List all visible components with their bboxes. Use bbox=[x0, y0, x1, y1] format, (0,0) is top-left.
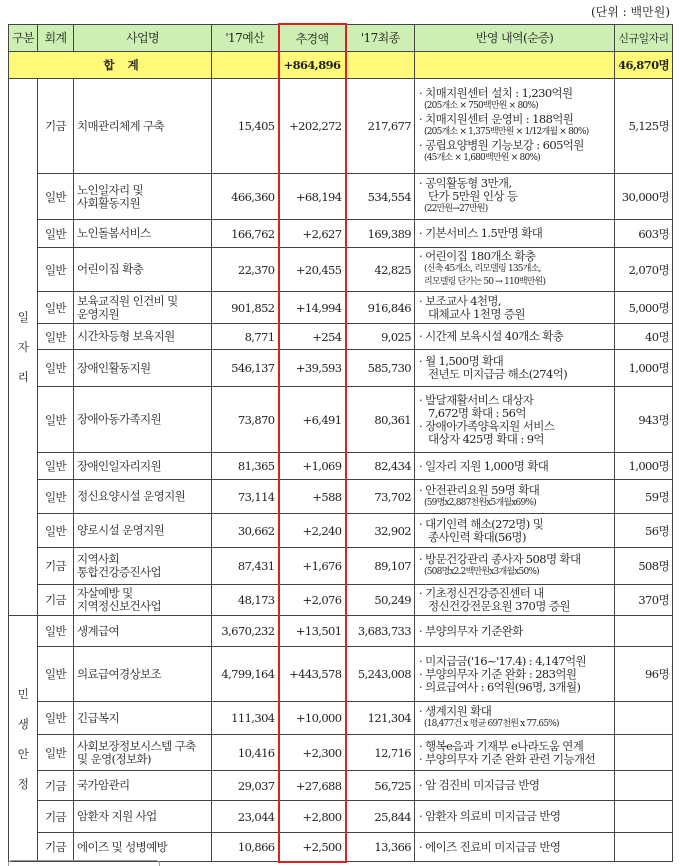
project-name bbox=[74, 585, 212, 616]
budget-2017: 3,670,232 bbox=[212, 616, 279, 647]
final-2017: 585,730 bbox=[346, 350, 415, 387]
account-type: 기금 bbox=[38, 548, 74, 585]
detail-line: · 부양의무자 기준 완화 관련 기능개선 bbox=[419, 751, 595, 766]
supplement-amount: +27,688 bbox=[279, 771, 346, 801]
project-name-line: 통합건강증진사업 bbox=[77, 565, 162, 579]
project-name bbox=[74, 350, 212, 387]
detail-line: · 기본서비스 1.5만명 확대 bbox=[419, 226, 543, 240]
total-row bbox=[9, 52, 673, 79]
detail-line: · 미지급금('16~'17.4) : 4,147억원 bbox=[419, 653, 587, 668]
final-2017: 73,702 bbox=[346, 480, 415, 514]
project-name-line: 에이즈 및 성병예방 bbox=[77, 839, 168, 854]
new-jobs: 59명 bbox=[615, 480, 673, 514]
project-name-line: 치매관리체계 구축 bbox=[77, 118, 165, 133]
new-jobs: 96명 bbox=[615, 647, 673, 702]
final-2017: 32,902 bbox=[346, 514, 415, 548]
supplement-amount: +202,272 bbox=[279, 79, 346, 174]
detail-line: · 월 1,500명 확대 bbox=[419, 354, 504, 368]
project-name bbox=[74, 248, 212, 292]
table-row bbox=[9, 801, 673, 833]
account-type: 일반 bbox=[38, 350, 74, 387]
detail-line: 전년도 미지급금 해소(274억) bbox=[428, 367, 568, 381]
details bbox=[415, 480, 615, 514]
detail-line: · 공립요양병원 기능보강 : 605억원 bbox=[419, 138, 584, 152]
total-jobs: 46,870명 bbox=[615, 52, 673, 79]
header-row bbox=[9, 24, 673, 52]
project-name-line: 긴급복지 bbox=[77, 710, 120, 725]
table-row bbox=[9, 833, 673, 862]
account-type: 일반 bbox=[38, 647, 74, 702]
horizontal-scrollbar[interactable] bbox=[8, 860, 160, 866]
final-2017: 82,434 bbox=[346, 453, 415, 480]
detail-line: · 장애아가족양육지원 서비스 bbox=[419, 418, 555, 433]
budget-2017: 10,416 bbox=[212, 735, 279, 771]
project-name bbox=[74, 801, 212, 833]
header-project: 사업명 bbox=[74, 24, 212, 52]
detail-line: · 어린이집 180개소 확충 bbox=[419, 249, 536, 263]
new-jobs: 5,000명 bbox=[615, 292, 673, 324]
detail-line: (45개소 × 1,680백만원 × 80%) bbox=[424, 153, 540, 163]
final-2017: 80,361 bbox=[346, 387, 415, 453]
supplement-amount: +10,000 bbox=[279, 702, 346, 735]
section-label-char: 정 bbox=[17, 776, 29, 791]
details bbox=[415, 220, 615, 248]
account-type: 일반 bbox=[38, 453, 74, 480]
project-name bbox=[74, 324, 212, 350]
project-name bbox=[74, 292, 212, 324]
budget-2017: 81,365 bbox=[212, 453, 279, 480]
detail-line: · 행복e음과 기재부 e나라도움 연계 bbox=[419, 738, 584, 753]
header-final: '17최종 bbox=[346, 24, 415, 52]
detail-line: 대체교사 1천명 증원 bbox=[428, 306, 525, 321]
budget-2017: 466,360 bbox=[212, 174, 279, 220]
budget-2017: 22,370 bbox=[212, 248, 279, 292]
final-2017: 5,243,008 bbox=[346, 647, 415, 702]
new-jobs bbox=[615, 801, 673, 833]
final-2017: 89,107 bbox=[346, 548, 415, 585]
detail-line: (205개소 × 750백만원 × 80%) bbox=[424, 101, 538, 111]
detail-line: · 안전관리요원 59명 확대 bbox=[419, 482, 540, 497]
details bbox=[415, 350, 615, 387]
new-jobs: 1,000명 bbox=[615, 453, 673, 480]
new-jobs: 5,125명 bbox=[615, 79, 673, 174]
account-type: 일반 bbox=[38, 616, 74, 647]
budget-2017: 30,662 bbox=[212, 514, 279, 548]
detail-line: · 기초정신건강증진센터 내 bbox=[419, 586, 544, 600]
budget-2017: 4,799,164 bbox=[212, 647, 279, 702]
budget-2017: 29,037 bbox=[212, 771, 279, 801]
budget-2017: 546,137 bbox=[212, 350, 279, 387]
new-jobs bbox=[615, 735, 673, 771]
total-label: 합 계 bbox=[74, 52, 212, 79]
details bbox=[415, 548, 615, 585]
project-name-line: 의료급여경상보조 bbox=[77, 666, 162, 681]
budget-2017: 111,304 bbox=[212, 702, 279, 735]
project-name bbox=[74, 220, 212, 248]
section-label-char: 일 bbox=[17, 310, 29, 324]
supplement-amount: +2,500 bbox=[279, 833, 346, 862]
account-type: 일반 bbox=[38, 387, 74, 453]
final-2017: 50,249 bbox=[346, 585, 415, 616]
project-name-line: 사회보장정보시스템 구축 bbox=[77, 738, 196, 753]
new-jobs: 943명 bbox=[615, 387, 673, 453]
project-name-line: 시간차등형 보육지원 bbox=[77, 329, 175, 343]
project-name-line: 노인일자리 및 bbox=[77, 182, 144, 197]
new-jobs bbox=[615, 616, 673, 647]
project-name bbox=[74, 548, 212, 585]
details bbox=[415, 387, 615, 453]
project-name-line: 지역정신보건사업 bbox=[77, 599, 162, 613]
table-row bbox=[9, 771, 673, 801]
project-name-line: 및 운영(정보화) bbox=[77, 751, 151, 766]
detail-line: · 일자리 지원 1,000명 확대 bbox=[419, 458, 549, 473]
table-row bbox=[9, 220, 673, 248]
account-type: 일반 bbox=[38, 248, 74, 292]
details bbox=[415, 292, 615, 324]
supplement-amount: +2,076 bbox=[279, 585, 346, 616]
table-row bbox=[9, 324, 673, 350]
new-jobs: 370명 bbox=[615, 585, 673, 616]
account-type: 일반 bbox=[38, 702, 74, 735]
header-account: 회계 bbox=[38, 24, 74, 52]
project-name bbox=[74, 647, 212, 702]
account-type: 일반 bbox=[38, 324, 74, 350]
detail-line: (59명x2,887천원x5개월x69%) bbox=[424, 497, 536, 508]
details bbox=[415, 771, 615, 801]
table-row bbox=[9, 735, 673, 771]
table-row bbox=[9, 585, 673, 616]
budget-2017: 8,771 bbox=[212, 324, 279, 350]
budget-2017: 87,431 bbox=[212, 548, 279, 585]
supplement-amount: +20,455 bbox=[279, 248, 346, 292]
details bbox=[415, 801, 615, 833]
detail-line: · 의료급여사 : 6억원(96명, 3개월) bbox=[419, 679, 581, 694]
table-row bbox=[9, 548, 673, 585]
supplement-amount: +68,194 bbox=[279, 174, 346, 220]
table-row bbox=[9, 514, 673, 548]
header-details: 반영 내역(순증) bbox=[415, 24, 615, 52]
supplement-amount: +2,240 bbox=[279, 514, 346, 548]
detail-line: · 방문건강관리 종사자 508명 확대 bbox=[419, 552, 581, 566]
section-label-char: 민 bbox=[17, 686, 29, 701]
account-type: 일반 bbox=[38, 292, 74, 324]
detail-line: · 공익활동형 3만개, bbox=[419, 176, 512, 190]
details bbox=[415, 702, 615, 735]
final-2017: 42,825 bbox=[346, 248, 415, 292]
project-name-line: 운영지원 bbox=[77, 306, 120, 321]
detail-line: 리모델링 단가는 50 → 110백만원) bbox=[424, 277, 546, 287]
final-2017: 169,389 bbox=[346, 220, 415, 248]
detail-line: (205개소 × 1,375백만원 × 1/12개월 × 80%) bbox=[424, 127, 589, 137]
new-jobs bbox=[615, 771, 673, 801]
supplement-amount: +588 bbox=[279, 480, 346, 514]
detail-line: · 생계지원 확대 bbox=[419, 704, 492, 718]
final-2017: 121,304 bbox=[346, 702, 415, 735]
project-name-line: 양로시설 운영지원 bbox=[77, 523, 165, 537]
detail-line: 대상자 425명 확대 : 9억 bbox=[428, 431, 544, 446]
detail-line: 종사인력 확대(56명) bbox=[428, 529, 526, 544]
account-type: 기금 bbox=[38, 833, 74, 862]
supplement-amount: +2,300 bbox=[279, 735, 346, 771]
new-jobs: 603명 bbox=[615, 220, 673, 248]
section-label-char: 리 bbox=[17, 370, 29, 384]
new-jobs: 40명 bbox=[615, 324, 673, 350]
detail-line: · 부양의무자 기준 완화 : 283억원 bbox=[419, 666, 577, 681]
table-row bbox=[9, 702, 673, 735]
detail-line: · 부양의무자 기준완화 bbox=[419, 623, 523, 638]
account-type: 기금 bbox=[38, 801, 74, 833]
project-name bbox=[74, 514, 212, 548]
final-2017: 3,683,733 bbox=[346, 616, 415, 647]
table-row bbox=[9, 174, 673, 220]
budget-table bbox=[8, 23, 673, 863]
budget-2017: 73,114 bbox=[212, 480, 279, 514]
budget-2017: 48,173 bbox=[212, 585, 279, 616]
section-label-char: 자 bbox=[17, 340, 29, 354]
project-name bbox=[74, 79, 212, 174]
section-label-char: 안 bbox=[17, 746, 29, 761]
details bbox=[415, 174, 615, 220]
detail-line: 단가 5만원 인상 등 bbox=[428, 189, 518, 203]
budget-2017: 73,870 bbox=[212, 387, 279, 453]
supplement-amount: +39,593 bbox=[279, 350, 346, 387]
detail-line: · 대기인력 해소(272명) 및 bbox=[419, 516, 544, 531]
details bbox=[415, 616, 615, 647]
final-2017: 916,846 bbox=[346, 292, 415, 324]
new-jobs: 56명 bbox=[615, 514, 673, 548]
new-jobs: 1,000명 bbox=[615, 350, 673, 387]
detail-line: · 암 검진비 미지급금 반영 bbox=[419, 778, 540, 792]
project-name-line: 어린이집 확충 bbox=[77, 262, 144, 276]
table-row bbox=[9, 453, 673, 480]
project-name-line: 자살예방 및 bbox=[77, 586, 133, 600]
new-jobs bbox=[615, 833, 673, 862]
project-name-line: 정신요양시설 운영지원 bbox=[77, 489, 186, 503]
detail-line: (22만원→27만원) bbox=[424, 204, 488, 214]
supplement-amount: +254 bbox=[279, 324, 346, 350]
budget-2017: 15,405 bbox=[212, 79, 279, 174]
table-row bbox=[9, 292, 673, 324]
project-name bbox=[74, 771, 212, 801]
budget-2017: 166,762 bbox=[212, 220, 279, 248]
details bbox=[415, 585, 615, 616]
detail-line: · 에이즈 진료비 미지급금 반영 bbox=[419, 839, 561, 854]
detail-line: (18,477건 x 평균 697천원 x 77.65%) bbox=[424, 719, 559, 729]
project-name-line: 지역사회 bbox=[77, 552, 120, 566]
supplement-amount: +1,069 bbox=[279, 453, 346, 480]
supplement-amount: +1,676 bbox=[279, 548, 346, 585]
total-supplement: +864,896 bbox=[279, 52, 346, 79]
table-row bbox=[9, 480, 673, 514]
new-jobs bbox=[615, 702, 673, 735]
project-name bbox=[74, 387, 212, 453]
details bbox=[415, 324, 615, 350]
project-name bbox=[74, 174, 212, 220]
details bbox=[415, 453, 615, 480]
detail-line: · 치매지원센터 설치 : 1,230억원 bbox=[419, 86, 573, 100]
details bbox=[415, 79, 615, 174]
header-supplement: 추경액 bbox=[279, 24, 346, 52]
header-budget: '17예산 bbox=[212, 24, 279, 52]
supplement-amount: +2,800 bbox=[279, 801, 346, 833]
details bbox=[415, 514, 615, 548]
account-type: 일반 bbox=[38, 735, 74, 771]
detail-line: · 발달재활서비스 대상자 bbox=[419, 392, 534, 407]
budget-2017: 901,852 bbox=[212, 292, 279, 324]
table-row bbox=[9, 616, 673, 647]
details bbox=[415, 833, 615, 862]
project-name-line: 암환자 지원 사업 bbox=[77, 809, 157, 823]
table-row bbox=[9, 647, 673, 702]
final-2017: 534,554 bbox=[346, 174, 415, 220]
details bbox=[415, 647, 615, 702]
table-row bbox=[9, 350, 673, 387]
unit-label: (단위 : 백만원) bbox=[591, 5, 670, 19]
section-label bbox=[9, 79, 38, 616]
project-name-line: 보육교직원 인건비 및 bbox=[77, 293, 178, 308]
final-2017: 13,366 bbox=[346, 833, 415, 862]
project-name bbox=[74, 480, 212, 514]
project-name-line: 장애아동가족지원 bbox=[77, 412, 162, 426]
project-name bbox=[74, 735, 212, 771]
table-row bbox=[9, 387, 673, 453]
supplement-amount: +13,501 bbox=[279, 616, 346, 647]
project-name-line: 장애인활동지원 bbox=[77, 360, 151, 375]
account-type: 일반 bbox=[38, 480, 74, 514]
supplement-amount: +14,994 bbox=[279, 292, 346, 324]
detail-line: 7,672명 확대 : 56억 bbox=[428, 405, 526, 420]
table-row bbox=[9, 79, 673, 174]
project-name bbox=[74, 616, 212, 647]
header-jobs: 신규일자리 bbox=[615, 24, 673, 52]
account-type: 일반 bbox=[38, 220, 74, 248]
project-name-line: 생계급여 bbox=[77, 623, 120, 638]
project-name-line: 노인돌봄서비스 bbox=[77, 226, 151, 240]
header-category: 구분 bbox=[9, 24, 38, 52]
final-2017: 56,725 bbox=[346, 771, 415, 801]
supplement-amount: +2,627 bbox=[279, 220, 346, 248]
account-type: 기금 bbox=[38, 585, 74, 616]
project-name bbox=[74, 702, 212, 735]
details bbox=[415, 248, 615, 292]
project-name bbox=[74, 453, 212, 480]
table-row bbox=[9, 248, 673, 292]
final-2017: 12,716 bbox=[346, 735, 415, 771]
detail-line: (508명x2.2백만원x3개월x50%) bbox=[424, 567, 539, 577]
detail-line: · 시간제 보육시설 40개소 확충 bbox=[419, 329, 564, 343]
details bbox=[415, 735, 615, 771]
account-type: 기금 bbox=[38, 771, 74, 801]
section-label-char: 생 bbox=[17, 716, 29, 731]
detail-line: · 치매지원센터 운영비 : 188억원 bbox=[419, 112, 574, 126]
project-name bbox=[74, 833, 212, 862]
final-2017: 25,844 bbox=[346, 801, 415, 833]
supplement-amount: +6,491 bbox=[279, 387, 346, 453]
detail-line: · 보조교사 4천명, bbox=[419, 293, 501, 308]
budget-2017: 23,044 bbox=[212, 801, 279, 833]
final-2017: 217,677 bbox=[346, 79, 415, 174]
budget-2017: 10,866 bbox=[212, 833, 279, 862]
project-name-line: 사회활동지원 bbox=[77, 195, 141, 210]
supplement-amount: +443,578 bbox=[279, 647, 346, 702]
new-jobs: 30,000명 bbox=[615, 174, 673, 220]
project-name-line: 국가암관리 bbox=[77, 778, 130, 792]
detail-line: (신축 45개소, 리모델링 135개소, bbox=[424, 264, 541, 274]
section-label bbox=[9, 616, 38, 862]
account-type: 일반 bbox=[38, 514, 74, 548]
new-jobs: 508명 bbox=[615, 548, 673, 585]
detail-line: 정신건강전문요원 370명 증원 bbox=[428, 599, 570, 613]
project-name-line: 장애인일자리지원 bbox=[77, 458, 162, 473]
account-type: 기금 bbox=[38, 79, 74, 174]
new-jobs: 2,070명 bbox=[615, 248, 673, 292]
final-2017: 9,025 bbox=[346, 324, 415, 350]
account-type: 일반 bbox=[38, 174, 74, 220]
detail-line: · 암환자 의료비 미지급금 반영 bbox=[419, 809, 561, 823]
